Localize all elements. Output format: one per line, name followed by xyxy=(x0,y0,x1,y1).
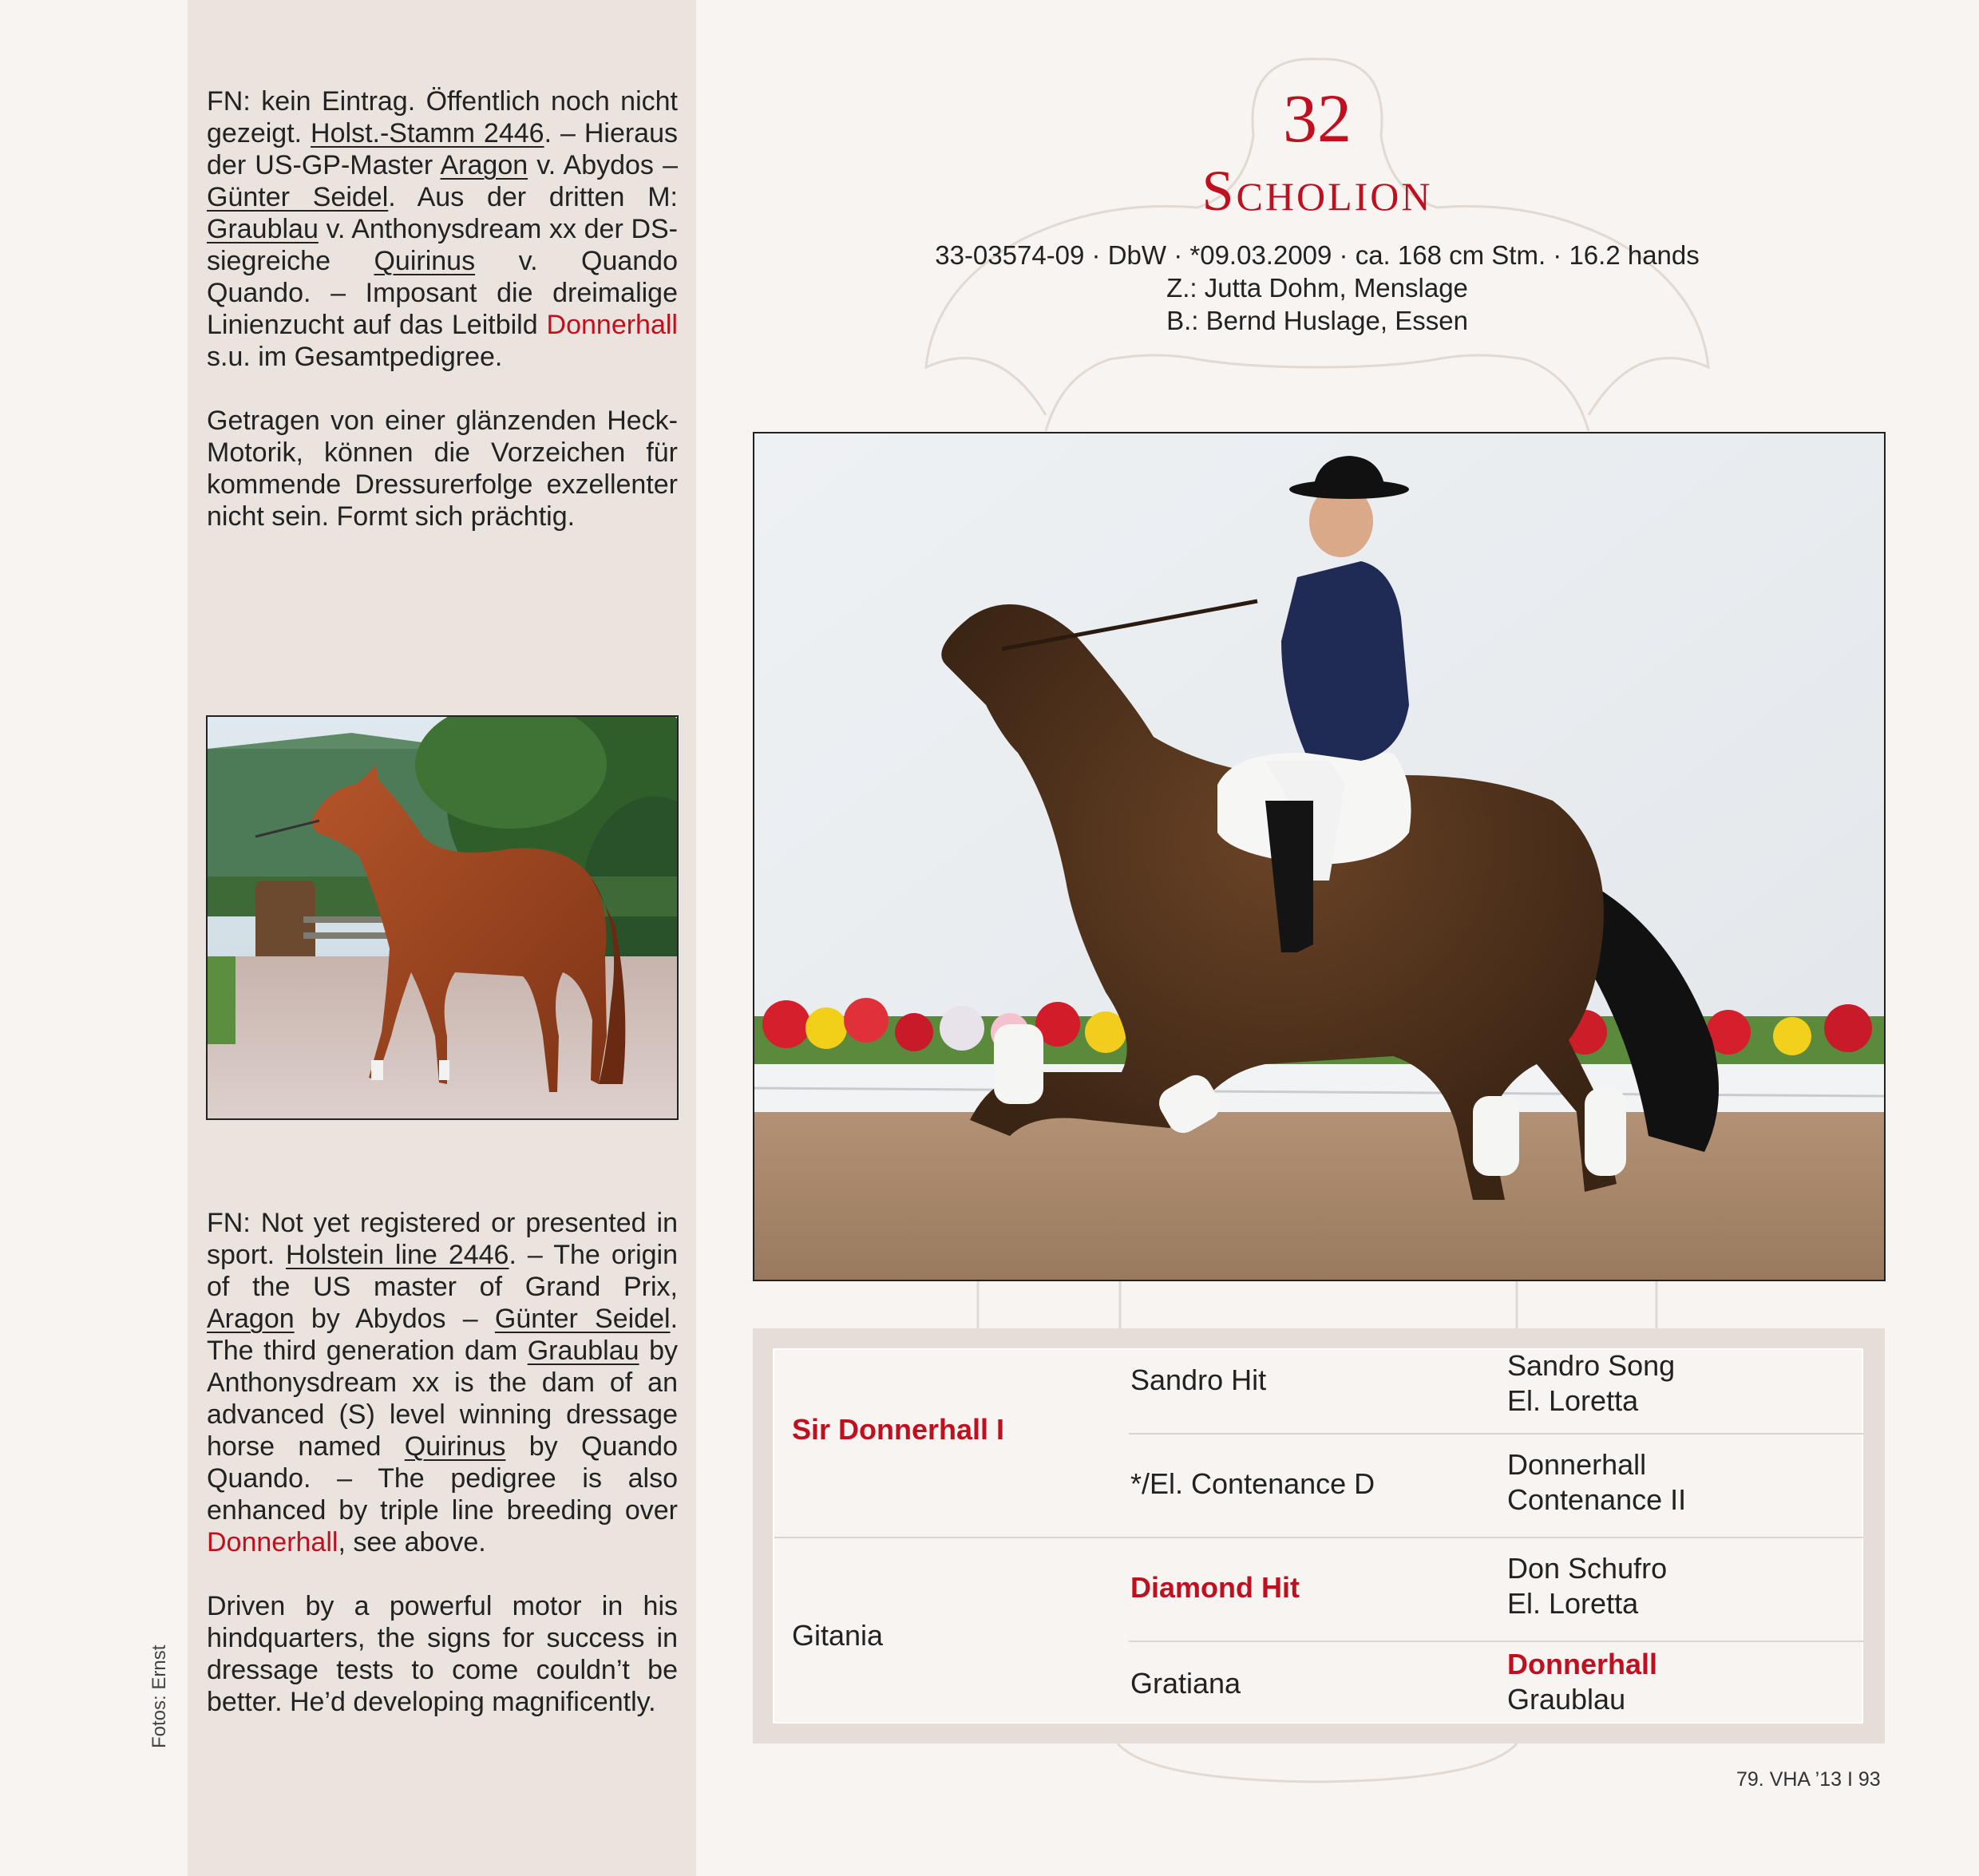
highlighted-name: Donnerhall xyxy=(546,310,678,340)
pedigree-dam-dam: Gratiana xyxy=(1130,1667,1241,1700)
pedigree-ggp-1b: El. Loretta xyxy=(1507,1384,1639,1417)
german-paragraph-1: FN: kein Eintrag. Öffentlich noch nicht gezeigt. Holst.-Stamm 2446. – Hieraus der US-GP-Master Aragon v. Abydos – Günter Seidel. Aus der dritten M: Graublau v. Anthonysdream xx der DS-siegreiche Quirinus v. Quando Quando. – Imposant die dreimalige Linienzucht auf das Leitbild Donnerhall s.u. im Gesamtpedigree. xyxy=(207,86,679,372)
photo-credit: Fotos: Ernst xyxy=(148,1644,170,1748)
pedigree-ggp-4a: Donnerhall xyxy=(1507,1648,1658,1680)
chestnut-horse-image xyxy=(208,717,677,1118)
highlighted-name: Donnerhall xyxy=(207,1527,338,1557)
pedigree-ggp-3b: El. Loretta xyxy=(1507,1587,1639,1620)
dressage-horse-main-photo xyxy=(753,432,1886,1281)
horse-name: Scholion xyxy=(1201,159,1433,223)
page-number: 79. VHA ’13 I 93 xyxy=(1736,1768,1881,1791)
breeder-info: Z.: Jutta Dohm, Menslage xyxy=(1166,273,1468,303)
underlined-reference: Holstein line 2446 xyxy=(286,1240,509,1270)
pedigree-divider xyxy=(1129,1641,1863,1642)
registration-info: 33-03574-09 · DbW · *09.03.2009 · ca. 168 cm Stm. · 16.2 hands xyxy=(935,240,1700,270)
pedigree-divider xyxy=(1129,1433,1863,1435)
catalog-number: 32 xyxy=(1283,80,1352,156)
underlined-reference: Günter Seidel xyxy=(207,182,389,212)
sire-chestnut-horse-photo xyxy=(206,715,679,1120)
underlined-reference: Holst.-Stamm 2446 xyxy=(311,118,544,148)
pedigree-sire-sire: Sandro Hit xyxy=(1130,1363,1267,1396)
pedigree-table xyxy=(773,1348,1863,1724)
owner-info: B.: Bernd Huslage, Essen xyxy=(1166,306,1468,335)
underlined-reference: Graublau xyxy=(207,214,319,244)
german-paragraph-2: Getragen von einer glänzenden Heck-Motorik, können die Vorzeichen für kommende Dressurerfolge exzellenter nicht sein. Formt sich prächtig. xyxy=(207,406,678,532)
underlined-reference: Aragon xyxy=(440,150,528,180)
pedigree-ggp-4b: Graublau xyxy=(1507,1683,1626,1716)
pedigree-dam: Gitania xyxy=(792,1619,884,1652)
pedigree-divider xyxy=(774,1537,1863,1538)
pedigree-sire: Sir Donnerhall I xyxy=(792,1413,1005,1446)
pedigree-dam-sire: Diamond Hit xyxy=(1130,1571,1300,1604)
pedigree-sire-dam: */El. Contenance D xyxy=(1130,1467,1375,1500)
pedigree-ggp-2a: Donnerhall xyxy=(1507,1448,1647,1481)
english-paragraph-1: FN: Not yet registered or presented in sport. Holstein line 2446. – The origin of the US master of Grand Prix, Aragon by Abydos – Günter Seidel. The third generation dam Graublau by Anthonysdream xx is the dam of an advanced (S) level winning dressage horse named Quirinus by Quando Quando. – The pedigree is also enhanced by triple line breeding over Donnerhall, see above. xyxy=(207,1208,679,1557)
pedigree-ggp-3a: Don Schufro xyxy=(1507,1552,1668,1585)
underlined-reference: Quirinus xyxy=(404,1431,506,1462)
english-description xyxy=(207,1207,678,1718)
german-description xyxy=(207,85,678,532)
dressage-rider-image xyxy=(754,433,1884,1280)
underlined-reference: Aragon xyxy=(207,1304,295,1334)
pedigree-ggp-1a: Sandro Song xyxy=(1507,1349,1676,1382)
underlined-reference: Günter Seidel xyxy=(494,1304,671,1334)
english-paragraph-2: Driven by a powerful motor in his hindquarters, the signs for success in dressage tests to come couldn’t be better. He’d developing magnificently. xyxy=(207,1591,678,1717)
underlined-reference: Graublau xyxy=(527,1336,639,1366)
underlined-reference: Quirinus xyxy=(374,246,476,276)
pedigree-ggp-2b: Contenance II xyxy=(1507,1483,1687,1516)
